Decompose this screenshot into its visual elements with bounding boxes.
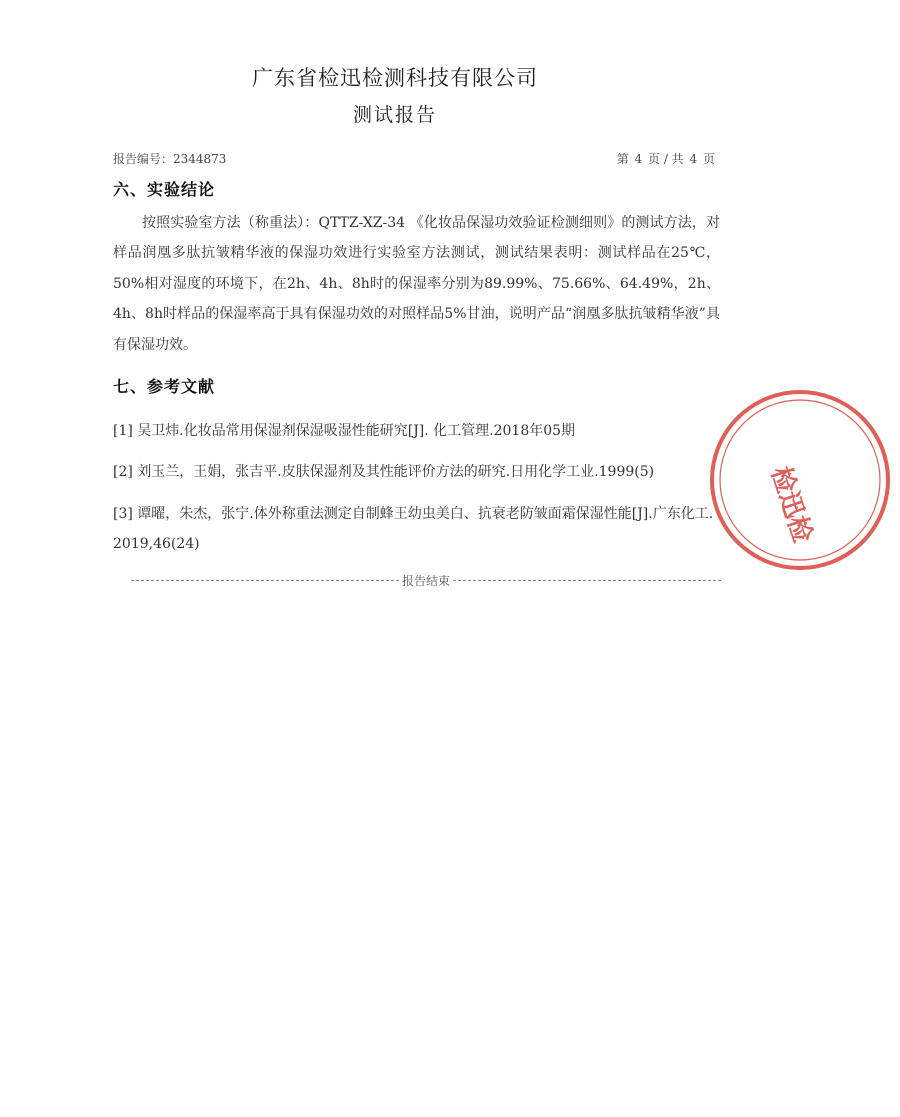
reference-item: [1] 吴卫炜.化妆品常用保湿剂保湿吸湿性能研究[J]. 化工管理.2018年05期 bbox=[113, 423, 576, 439]
divider-line-right bbox=[453, 580, 721, 581]
section-heading-references: 七、参考文献 bbox=[113, 377, 216, 396]
reference-item: [3] 谭曜，朱杰，张宁.体外称重法测定自制蜂王幼虫美白、抗衰老防皱面霜保湿性能[J].广东化工. 2019,46(24) bbox=[113, 506, 714, 552]
report-end-label: 报告结束 bbox=[402, 574, 451, 588]
conclusion-paragraph: 按照实验室方法（称重法）：QTTZ-XZ-34 《化妆品保湿功效验证检测细则》的测试方法，对样品润凰多肽抗皱精华液的保湿功效进行实验室方法测试，测试结果表明：测试样品在25℃，50%相对湿度的环境下，在2h、4h、8h时的保湿率分别为89.99%、75.66%、64.49%，2h、4h、8h时样品的保湿率高于具有保湿功效的对照样品5%甘油，说明产品“润凰多肽抗皱精华液”具有保湿功效。 bbox=[113, 215, 720, 353]
seal-text: 检迅检 bbox=[764, 462, 818, 547]
page-mid: 页 / 共 bbox=[648, 152, 684, 166]
report-title: 测试报告 bbox=[352, 104, 437, 126]
page-suffix: 页 bbox=[702, 152, 715, 166]
divider-line-left bbox=[131, 580, 399, 581]
company-name: 广东省检迅检测科技有限公司 bbox=[252, 66, 538, 90]
page-indicator bbox=[616, 150, 716, 167]
section-heading-conclusion: 六、实验结论 bbox=[113, 180, 216, 199]
report-number: 报告编号：2344873 bbox=[113, 152, 227, 166]
page-total: 4 bbox=[689, 152, 698, 166]
reference-item: [2] 刘玉兰，王娟，张吉平.皮肤保湿剂及其性能评价方法的研究.日用化学工业.1999(5) bbox=[113, 464, 655, 480]
company-seal-stamp bbox=[700, 380, 900, 580]
report-end-divider bbox=[131, 572, 721, 589]
page-current: 4 bbox=[634, 152, 643, 166]
page-prefix: 第 bbox=[616, 152, 629, 166]
